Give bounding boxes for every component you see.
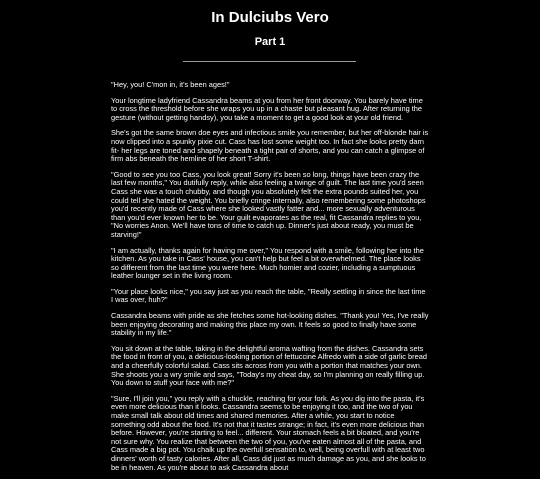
story-paragraph: Your longtime ladyfriend Cassandra beams at you from her front doorway. You barely have time to cross the threshold before she wraps you up in a chaste but pleasant hug. After returning the gesture (without getting handsy), you take a moment to get a good look at your old friend.: [111, 95, 423, 122]
story-paragraph: You sit down at the table, taking in the delightful aroma wafting from the dishes. Cassandra sets the food in front of you, a delicious-looking portion of fettuccine Alfredo with a side of garlic bread and a cheerfully colorful salad. Cass sits across from you with a portion that matches your own. She shoots you a wry smile and says, "Today's my cheat day, so I'm planning on really filling up. You down to stuff your face with me?": [111, 343, 427, 388]
story-paragraph: "Hey, you! C'mon in, it's been ages!": [111, 80, 230, 89]
story-paragraph: "Good to see you too Cass, you look great! Sorry it's been so long, things have been crazy the last few months," You dutifully reply, while also feeling a twinge of guilt. The last time you'd seen Cass she was a touch chubby, and though you absolutely felt the extra pounds suited her, you could tell she hated the weight. You briefly cringe internally, also remembering some photoshops you'd recently made of Cass where she looked vastly fatter and... more sexually adventurous than you'd ever known her to be. Your guilt evaporates as the real, fit Cassandra replies to you, "No worries Anon. We'll have tons of time to catch up. Dinner's just about ready, you must be starving!": [111, 169, 426, 239]
story-paragraph: "Your place looks nice," you say just as you reach the table, "Really settling in since the last time I was over, huh?": [111, 286, 426, 305]
story-paragraph: "I am actually, thanks again for having me over," You respond with a smile, following her into the kitchen. As you take in Cass' house, you can't help but feel a bit overwhelmed. The place looks so different from the last time you were here. Much homier and cozier, including a sumptuous leather lounger set in the living room.: [111, 245, 424, 281]
story-paragraph: "Sure, I'll join you," you reply with a chuckle, reaching for your fork. As you dig into the pasta, it's even more delicious than it looks. Cassandra seems to be enjoying it too, and the two of you make small talk about old times and shared memories. After a while, you start to notice something odd about the food. It's not that it tastes strange; in fact, it's even more delicious than before. However, you're starting to feel... different. Your stomach feels a bit bloated, and you're not sure why. You realize that between the two of you, you've eaten almost all of the pasta, and Cass made a big pot. You chalk up the overfull sensation to, well, being overfull with at least two dinners' worth of tasty calories. After all, Cass did just as much damage as you, and she looks to be in heaven. As you're about to ask Cassandra about: [111, 393, 426, 472]
story-paragraph: She's got the same brown doe eyes and infectious smile you remember, but her off-blonde hair is now clipped into a spunky pixie cut. Cass has lost some weight too. In fact she looks pretty darn fit- her legs are toned and shapely beneath a tight pair of shorts, and you can catch a glimpse of firm abs beneath the hemline of her short T-shirt.: [111, 128, 429, 164]
story-body: [111, 81, 429, 479]
part-heading: Part 1: [254, 36, 286, 48]
story-paragraph: Cassandra beams with pride as she fetches some hot-looking dishes. "Thank you! Yes, I've really been enjoying decorating and making this place my own. It feels so good to finally have some stability in my life.": [111, 311, 429, 338]
story-title: In Dulciubs Vero: [211, 9, 329, 26]
horizontal-divider: [183, 61, 356, 62]
